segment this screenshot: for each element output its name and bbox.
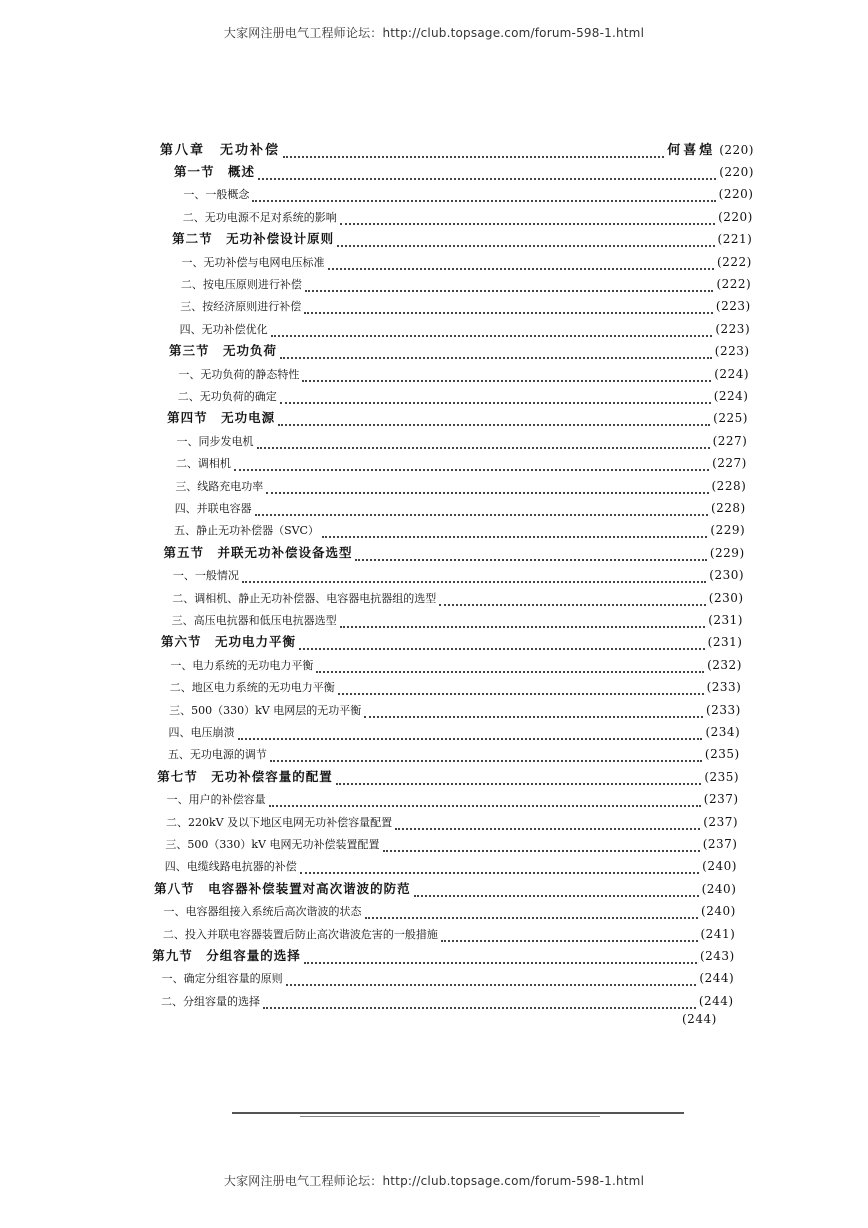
toc-subsection — [175, 476, 746, 496]
toc-entry-page: (220) — [719, 165, 754, 179]
leader-dots — [266, 480, 708, 494]
toc-subsection — [175, 498, 746, 518]
leader-dots — [338, 681, 704, 695]
toc-entry-page: (220) — [718, 209, 753, 224]
toc-entry-page: (223) — [715, 299, 751, 314]
toc-subsection — [180, 296, 750, 316]
toc-entry-title: 四、无功补偿优化 — [179, 322, 268, 336]
toc-entry-page: (227) — [712, 433, 748, 448]
toc-entry-page: (233) — [706, 702, 741, 717]
chapter-heading — [160, 140, 754, 160]
toc-entry-page: (230) — [708, 590, 744, 605]
leader-dots — [355, 547, 706, 561]
leader-dots — [305, 278, 714, 292]
toc-section — [172, 229, 752, 249]
toc-entry-page: (224) — [713, 389, 749, 403]
toc-entry-page: (233) — [706, 680, 742, 695]
footer-watermark: 大家网注册电气工程师论坛：http://club.topsage.com/forum-598-1.html — [223, 1174, 645, 1188]
toc-section — [161, 632, 742, 652]
toc-entry-title: 一、同步发电机 — [176, 434, 254, 448]
toc-subsection — [174, 520, 745, 540]
toc-subsection — [178, 364, 749, 384]
toc-subsection — [167, 789, 739, 809]
toc-entry-title: 三、按经济原则进行补偿 — [180, 300, 302, 314]
toc-entry-title: 五、静止无功补偿器（SVC） — [174, 524, 319, 538]
toc-entry-title: 四、电缆线路电抗器的补偿 — [164, 860, 297, 874]
toc-entry-title: 一、无功负荷的静态特性 — [178, 367, 300, 381]
toc-entry-page: (234) — [705, 725, 741, 739]
toc-entry-title: 二、按电压原则进行补偿 — [180, 278, 302, 291]
toc-entry-title: 三、高压电抗器和低压电抗器选型 — [171, 614, 337, 627]
toc-entry-title: 一、电力系统的无功电力平衡 — [170, 658, 314, 672]
toc-subsection — [170, 677, 742, 697]
leader-dots — [316, 659, 704, 673]
toc-entry-title: 三、500（330）kV 电网层的无功平衡 — [169, 703, 362, 717]
toc-section — [157, 767, 739, 787]
leader-dots — [270, 748, 702, 762]
leader-dots — [414, 883, 699, 897]
toc-entry-title: 二、无功电源不足对系统的影响 — [182, 210, 337, 224]
leader-dots — [340, 211, 715, 225]
toc-subsection — [165, 856, 737, 876]
toc-subsection — [170, 655, 742, 675]
toc-entry-title: 一、用户的补偿容量 — [166, 793, 266, 807]
toc-entry-page: (240) — [701, 904, 736, 919]
leader-dots — [269, 793, 701, 807]
leader-dots — [322, 524, 707, 538]
toc-section — [167, 408, 748, 428]
toc-entry-title: 第七节 无功补偿容量的配置 — [157, 768, 333, 784]
leader-dots — [336, 771, 702, 785]
leader-dots — [234, 457, 709, 471]
toc-entry-page: (240) — [702, 859, 737, 874]
toc-subsection — [164, 901, 736, 921]
toc-subsection — [169, 722, 741, 742]
toc-entry-page: (227) — [712, 456, 747, 471]
toc-subsection — [168, 744, 740, 764]
toc-section — [174, 162, 754, 182]
divider-line — [232, 1112, 684, 1114]
toc-subsection — [162, 968, 735, 988]
toc-entry-page: (244) — [698, 993, 734, 1008]
toc-subsection — [172, 610, 743, 630]
leader-dots — [395, 816, 700, 830]
toc-entry-title: 二、地区电力系统的无功电力平衡 — [169, 681, 335, 695]
toc-subsection — [161, 991, 734, 1011]
toc-entry-page: (240) — [701, 881, 737, 896]
toc-subsection — [182, 252, 752, 272]
toc-entry-title: 一、一般概念 — [183, 188, 250, 202]
leader-dots — [328, 256, 714, 270]
leader-dots — [300, 860, 699, 874]
toc-entry-page: (244) — [699, 971, 735, 986]
toc-entry-title: 第六节 无功电力平衡 — [160, 634, 296, 650]
toc-entry-title: 第四节 无功电源 — [167, 410, 276, 426]
toc-entry-title: 二、分组容量的选择 — [161, 994, 261, 1008]
toc-subsection — [183, 207, 753, 227]
leader-dots — [337, 233, 714, 247]
toc-subsection — [176, 453, 747, 473]
leader-dots — [252, 188, 715, 202]
leader-dots — [242, 569, 706, 583]
leader-dots — [238, 726, 703, 740]
toc-entry-title: 二、调相机、静止无功补偿器、电容器电抗器组的选型 — [172, 591, 437, 605]
leader-dots — [255, 502, 708, 516]
leader-dots — [441, 928, 698, 942]
leader-dots — [280, 390, 711, 404]
toc-entry-title: 一、确定分组容量的原则 — [161, 972, 283, 986]
divider-line — [300, 1116, 600, 1117]
toc-entry-title: 三、线路充电功率 — [175, 479, 264, 493]
leader-dots — [439, 592, 706, 606]
toc-entry-page: (231) — [707, 635, 743, 650]
toc-subsection — [177, 431, 748, 451]
leader-dots — [340, 614, 706, 628]
toc-entry-title: 一、无功补偿与电网电压标准 — [181, 255, 325, 269]
toc-entry-page: (221) — [717, 232, 753, 247]
toc-entry-page: (220) — [718, 187, 754, 202]
toc-subsection — [181, 274, 751, 294]
leader-dots — [299, 636, 705, 650]
toc-entry-title: 二、调相机 — [175, 457, 231, 471]
toc-subsection — [178, 386, 749, 406]
toc-entry-title: 第九节 分组容量的选择 — [152, 948, 301, 963]
toc-entry-title: 三、500（330）kV 电网无功补偿装置配置 — [165, 838, 380, 851]
toc-entry-title: 二、投入并联电容器装置后防止高次谐波危害的一般措施 — [162, 927, 438, 941]
toc-entry-title: 第八节 电容器补偿装置对高次谐波的防范 — [154, 880, 411, 896]
toc-entry-title: 第一节 概述 — [174, 164, 256, 179]
header-watermark: 大家网注册电气工程师论坛：http://club.topsage.com/forum-598-1.html — [223, 26, 645, 40]
toc-entry-page: (228) — [710, 501, 746, 515]
toc-entry-page: (235) — [704, 747, 740, 762]
toc-subsection — [169, 700, 741, 720]
toc-entry-page: (237) — [702, 837, 738, 851]
toc-entry-page: (222) — [717, 254, 752, 269]
toc-subsection — [165, 834, 737, 854]
toc-entry-title: 四、并联电容器 — [174, 502, 252, 515]
toc-section — [154, 879, 736, 899]
toc-entry-page: (229) — [710, 523, 746, 538]
leader-dots — [257, 435, 710, 449]
toc-entry-page: (243) — [699, 949, 735, 963]
trailing-page: (244) — [682, 1012, 717, 1026]
toc-section — [163, 543, 744, 563]
toc-entry-title: 第五节 并联无功补偿设备选型 — [163, 544, 353, 560]
leader-dots — [258, 166, 716, 180]
leader-dots — [304, 950, 697, 964]
toc-entry-page: (231) — [708, 613, 743, 627]
toc-entry-page: (237) — [703, 814, 739, 829]
toc-entry-page: (232) — [707, 657, 742, 672]
toc-entry-page: (235) — [704, 769, 740, 784]
toc-entry-title: 四、电压崩溃 — [168, 726, 235, 739]
leader-dots — [364, 704, 703, 718]
leader-dots — [271, 323, 713, 337]
toc-entry-page: (241) — [700, 926, 736, 941]
leader-dots — [365, 905, 699, 919]
leader-dots — [304, 300, 713, 314]
toc-entry-page: (224) — [714, 366, 750, 381]
toc-entry-title: 一、一般情况 — [172, 569, 239, 583]
leader-dots — [263, 995, 696, 1009]
toc-entry-title: 第二节 无功补偿设计原则 — [172, 231, 335, 247]
chapter-page: (220) — [719, 143, 754, 157]
toc-subsection — [183, 184, 753, 204]
toc-section — [152, 946, 734, 966]
leader-dots — [280, 345, 712, 359]
toc-entry-title: 第三节 无功负荷 — [169, 343, 278, 359]
leader-dots — [286, 972, 697, 986]
toc-entry-page: (229) — [709, 545, 745, 560]
toc-entry-page: (228) — [711, 478, 747, 493]
toc-entry-page: (223) — [715, 321, 751, 336]
leader-dots — [278, 412, 710, 426]
toc-section — [169, 341, 750, 361]
toc-entry-page: (230) — [709, 568, 745, 583]
leader-dots — [283, 144, 664, 158]
leader-dots — [383, 838, 700, 852]
toc-entry-page: (237) — [703, 792, 739, 807]
toc-entry-title: 二、220kV 及以下地区电网无功补偿容量配置 — [166, 815, 393, 829]
toc-entry-page: (223) — [714, 344, 750, 359]
trailing-page-row — [682, 1009, 742, 1029]
toc-entry-title: 五、无功电源的调节 — [167, 748, 267, 762]
toc-subsection — [163, 924, 735, 944]
leader-dots — [302, 368, 711, 382]
toc-subsection — [172, 588, 743, 608]
toc-entry-title: 一、电容器组接入系统后高次谐波的状态 — [163, 905, 362, 919]
toc-entry-page: (222) — [716, 277, 752, 291]
chapter-title: 第八章 无功补偿 — [160, 143, 281, 158]
toc-entry-page: (225) — [713, 411, 748, 426]
toc-entry-title: 二、无功负荷的确定 — [177, 390, 277, 403]
toc-subsection — [180, 319, 750, 339]
chapter-author: 何喜煌 — [667, 143, 716, 158]
toc-subsection — [173, 565, 744, 585]
toc-subsection — [166, 812, 738, 832]
